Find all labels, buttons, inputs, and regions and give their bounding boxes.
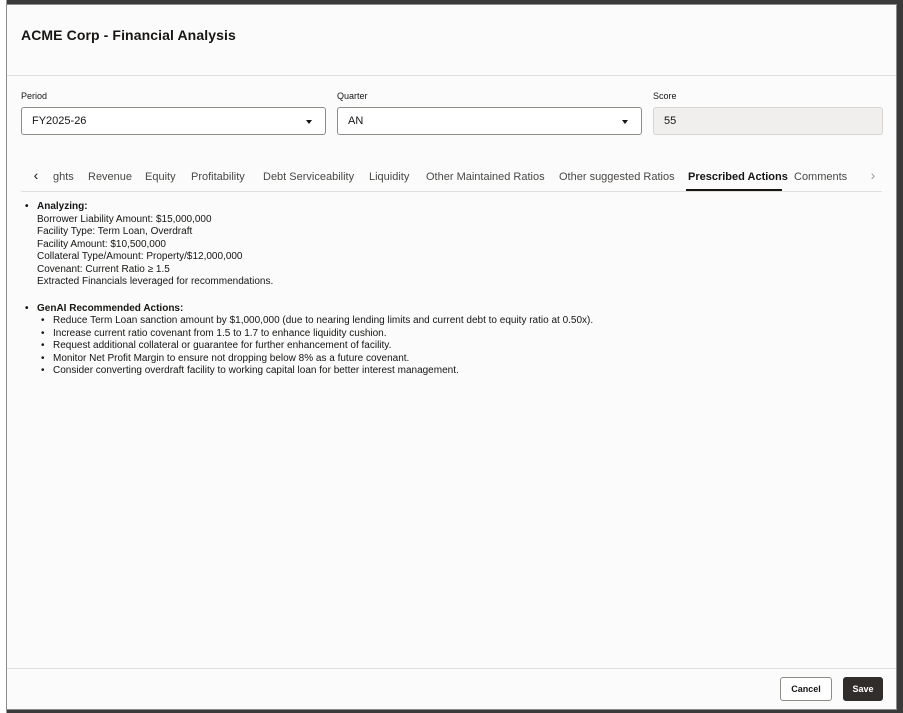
analyzing-line: Covenant: Current Ratio ≥ 1.5 <box>37 263 170 275</box>
period-select[interactable] <box>21 107 326 135</box>
tab-other-suggested-ratios[interactable]: Other suggested Ratios <box>559 171 675 183</box>
quarter-select[interactable] <box>337 107 642 135</box>
period-field <box>21 91 326 135</box>
analyzing-title: Analyzing: <box>37 201 88 212</box>
score-value: 55 <box>664 115 677 127</box>
quarter-field <box>337 91 642 135</box>
financial-analysis-dialog <box>6 4 897 710</box>
dialog-footer <box>7 668 896 709</box>
quarter-label: Quarter <box>337 91 368 101</box>
recommendation-item: • Increase current ratio covenant from 1.5 to 1.7 to enhance liquidity cushion. <box>41 327 387 339</box>
analyzing-line: Facility Amount: $10,500,000 <box>37 238 166 250</box>
tab-liquidity[interactable]: Liquidity <box>369 171 410 183</box>
chevron-left-icon[interactable]: ‹ <box>33 167 39 183</box>
caret-down-icon <box>306 120 312 124</box>
cancel-button[interactable]: Cancel <box>780 677 832 701</box>
quarter-value: AN <box>348 115 364 127</box>
analyzing-line: Extracted Financials leveraged for recommendations. <box>37 276 274 287</box>
caret-down-icon <box>622 120 628 124</box>
dialog-title: ACME Corp - Financial Analysis <box>21 27 236 43</box>
filter-form <box>21 91 882 141</box>
tab-equity[interactable]: Equity <box>145 171 176 183</box>
tab-prescribed-actions[interactable]: Prescribed Actions <box>688 171 788 183</box>
tab-revenue[interactable]: Revenue <box>88 171 133 183</box>
tab-other-maintained-ratios[interactable]: Other Maintained Ratios <box>426 171 545 183</box>
recommendations-section <box>25 303 876 378</box>
prescribed-actions-panel <box>25 201 876 392</box>
tab-comments[interactable]: Comments <box>794 171 848 183</box>
period-value: FY2025-26 <box>32 115 87 127</box>
tab-debt-serviceability[interactable]: Debt Serviceability <box>263 171 355 183</box>
tab-highlights[interactable]: ghts <box>53 171 74 183</box>
recommendation-item: • Reduce Term Loan sanction amount by $1,000,000 (due to nearing lending limits and current debt to equity ratio at 0.50x). <box>41 315 594 326</box>
bullet: • <box>25 302 29 314</box>
score-value-box <box>653 107 883 135</box>
dialog-header <box>7 5 896 76</box>
recommendation-item: • Request additional collateral or guarantee for further enhancement of facility. <box>41 340 392 351</box>
recommendation-item: • Consider converting overdraft facility to working capital loan for better interest management. <box>41 365 459 376</box>
recommendations-title: GenAI Recommended Actions: <box>37 302 184 314</box>
analyzing-line: Facility Type: Term Loan, Overdraft <box>37 226 193 237</box>
bullet: • <box>25 201 29 212</box>
score-field <box>653 91 883 135</box>
active-tab-indicator <box>686 189 782 191</box>
chevron-right-icon[interactable]: › <box>870 167 876 183</box>
analyzing-line: Borrower Liability Amount: $15,000,000 <box>37 213 212 225</box>
period-label: Period <box>21 91 48 101</box>
tab-profitability[interactable]: Profitability <box>191 171 245 183</box>
analyzing-line: Collateral Type/Amount: Property/$12,000,000 <box>37 251 243 262</box>
tab-bar <box>21 165 882 192</box>
score-label: Score <box>653 91 677 101</box>
recommendation-item: • Monitor Net Profit Margin to ensure not dropping below 8% as a future covenant. <box>41 352 410 364</box>
save-button[interactable]: Save <box>843 677 883 701</box>
analyzing-section <box>25 201 876 289</box>
